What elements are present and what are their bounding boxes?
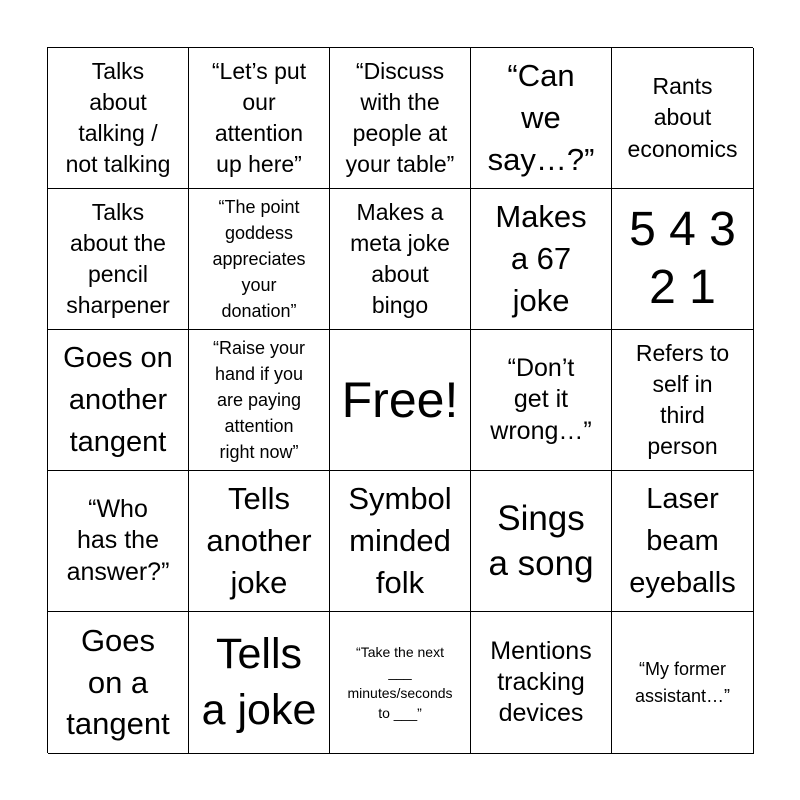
bingo-cell-r5c2[interactable] (189, 612, 330, 754)
bingo-cell-r2c3[interactable] (330, 189, 471, 330)
bingo-cell-r1c3[interactable] (330, 48, 471, 189)
bingo-cell-text: 5 4 3 2 1 (629, 203, 736, 314)
bingo-cell-text: Makes a meta joke about bingo (350, 198, 450, 319)
bingo-cell-r3c1[interactable] (48, 330, 189, 471)
bingo-cell-r4c4[interactable] (471, 471, 612, 612)
bingo-cell-r5c5[interactable] (612, 612, 754, 754)
bingo-cell-text: Makes a 67 joke (495, 199, 587, 318)
bingo-cell-r1c2[interactable] (189, 48, 330, 189)
bingo-cell-r1c5[interactable] (612, 48, 754, 189)
bingo-cell-r4c1[interactable] (48, 471, 189, 612)
bingo-cell-text: “Let’s put our attention up here” (211, 57, 307, 178)
bingo-cell-text: Talks about the pencil sharpener (66, 198, 170, 319)
bingo-cell-text: Mentions tracking devices (490, 636, 592, 728)
bingo-cell-text: Talks about talking / not talking (65, 57, 171, 178)
bingo-cell-r3c2[interactable] (189, 330, 330, 471)
bingo-cell-r1c1[interactable] (48, 48, 189, 189)
bingo-cell-text: Symbol minded folk (348, 481, 452, 600)
bingo-cell-r1c4[interactable] (471, 48, 612, 189)
bingo-cell-text: “Raise your hand if you are paying attention right now” (212, 337, 306, 463)
bingo-cell-r4c5[interactable] (612, 471, 754, 612)
bingo-cell-r5c1[interactable] (48, 612, 189, 754)
bingo-cell-r2c5[interactable] (612, 189, 754, 330)
bingo-cell-r5c3[interactable] (330, 612, 471, 754)
bingo-cell-r5c4[interactable] (471, 612, 612, 754)
bingo-cell-text: Goes on another tangent (63, 341, 173, 459)
bingo-cell-r4c2[interactable] (189, 471, 330, 612)
bingo-cell-r2c2[interactable] (189, 189, 330, 330)
bingo-cell-text: Tells a joke (201, 629, 317, 734)
bingo-cell-text: “Don’t get it wrong…” (490, 354, 592, 445)
bingo-cell-text: “Take the next ___ minutes/seconds to ___” (347, 643, 453, 721)
bingo-cell-text: Tells another joke (206, 481, 312, 600)
bingo-cell-text: Free! (341, 371, 459, 428)
bingo-cell-text: “Who has the answer?” (66, 495, 170, 586)
bingo-cell-r2c1[interactable] (48, 189, 189, 330)
bingo-cell-r3c5[interactable] (612, 330, 754, 471)
bingo-cell-free[interactable] (330, 330, 471, 471)
bingo-cell-r3c4[interactable] (471, 330, 612, 471)
bingo-cell-text: “Discuss with the people at your table” (345, 57, 455, 178)
bingo-cell-text: Goes on a tangent (66, 622, 170, 742)
bingo-cell-text: “The point goddess appreciates your donation” (212, 196, 306, 322)
bingo-cell-r2c4[interactable] (471, 189, 612, 330)
bingo-cell-r4c3[interactable] (330, 471, 471, 612)
bingo-board (47, 47, 753, 753)
bingo-cell-text: Refers to self in third person (635, 339, 730, 460)
bingo-cell-text: “My former assistant…” (634, 659, 731, 706)
bingo-cell-text: “Can we say…?” (487, 58, 595, 177)
bingo-cell-text: Sings a song (488, 498, 594, 583)
bingo-cell-text: Rants about economics (627, 73, 738, 162)
bingo-cell-text: Laser beam eyeballs (629, 482, 736, 600)
